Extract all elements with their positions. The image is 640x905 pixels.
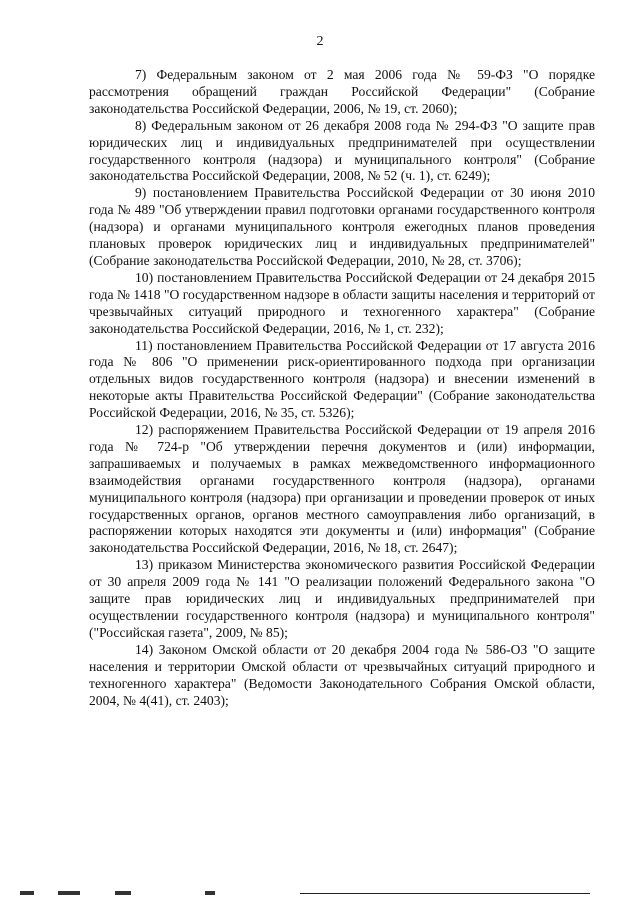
list-item-13: 13) приказом Министерства экономического развития Российской Федерации от 30 апреля 2009 года № 141 "О реализации положений Федерального закона "О защите прав юридических лиц и индивидуальных предпринимателей при осуществлении государственного контроля (надзора) и муниципального контроля" ("Российская газета", 2009, № 85); <box>89 557 595 640</box>
scan-mark <box>58 891 80 895</box>
page-number: 2 <box>316 34 324 49</box>
document-body <box>89 67 595 709</box>
scan-mark <box>115 891 131 895</box>
list-item-8: 8) Федеральным законом от 26 декабря 2008 года № 294-ФЗ "О защите прав юридических лиц и индивидуальных предпринимателей при осуществлении государственного контроля (надзора) и муниципального контроля" (Собрание законодательства Российской Федерации, 2008, № 52 (ч. 1), ст. 6249); <box>89 117 595 184</box>
list-item-7: 7) Федеральным законом от 2 мая 2006 года № 59-ФЗ "О порядке рассмотрения обращений граждан Российской Федерации" (Собрание законодательства Российской Федерации, 2006, № 19, ст. 2060); <box>89 67 595 116</box>
list-item-11: 11) постановлением Правительства Российской Федерации от 17 августа 2016 года № 806 "О применении риск-ориентированного подхода при организации отдельных видов государственного контроля (надзора) и внесении изменений в некоторые акты Правительства Российской Федерации" (Собрание законодательства Российской Федерации, 2016, № 35, ст. 5326); <box>89 337 595 421</box>
list-item-9: 9) постановлением Правительства Российской Федерации от 30 июня 2010 года № 489 "Об утверждении правил подготовки органами государственного контроля (надзора) и органами муниципального контроля ежегодных планов проведения плановых проверок юридических лиц и индивидуальных предпринимателей" (Собрание законодательства Российской Федерации, 2010, № 28, ст. 3706); <box>89 185 595 268</box>
scan-mark <box>20 891 34 895</box>
list-item-14: 14) Законом Омской области от 20 декабря 2004 года № 586-ОЗ "О защите населения и территории Омской области от чрезвычайных ситуаций природного и техногенного характера" (Ведомости Законодательного Собрания Омской области, 2004, № 4(41), ст. 2403); <box>89 641 595 708</box>
scan-footer-artifact <box>0 885 640 905</box>
list-item-10: 10) постановлением Правительства Российской Федерации от 24 декабря 2015 года № 1418 "О государственном надзоре в области защиты населения и территорий от чрезвычайных ситуаций природного и техногенного характера" (Собрание законодательства Российской Федерации, 2016, № 1, ст. 232); <box>89 269 595 336</box>
scan-mark <box>205 891 215 895</box>
list-item-12: 12) распоряжением Правительства Российской Федерации от 19 апреля 2016 года № 724-р "Об утверждении перечня документов и (или) информации, запрашиваемых и получаемых в рамках межведомственного информационного взаимодействия органами государственного контроля (надзора), органами муниципального контроля (надзора) при организации и проведении проверок от иных государственных органов, органов местного самоуправления либо организаций, в распоряжении которых находятся эти документы и (или) информация" (Собрание законодательства Российской Федерации, 2016, № 18, ст. 2647); <box>89 422 595 556</box>
footer-rule <box>300 893 590 894</box>
